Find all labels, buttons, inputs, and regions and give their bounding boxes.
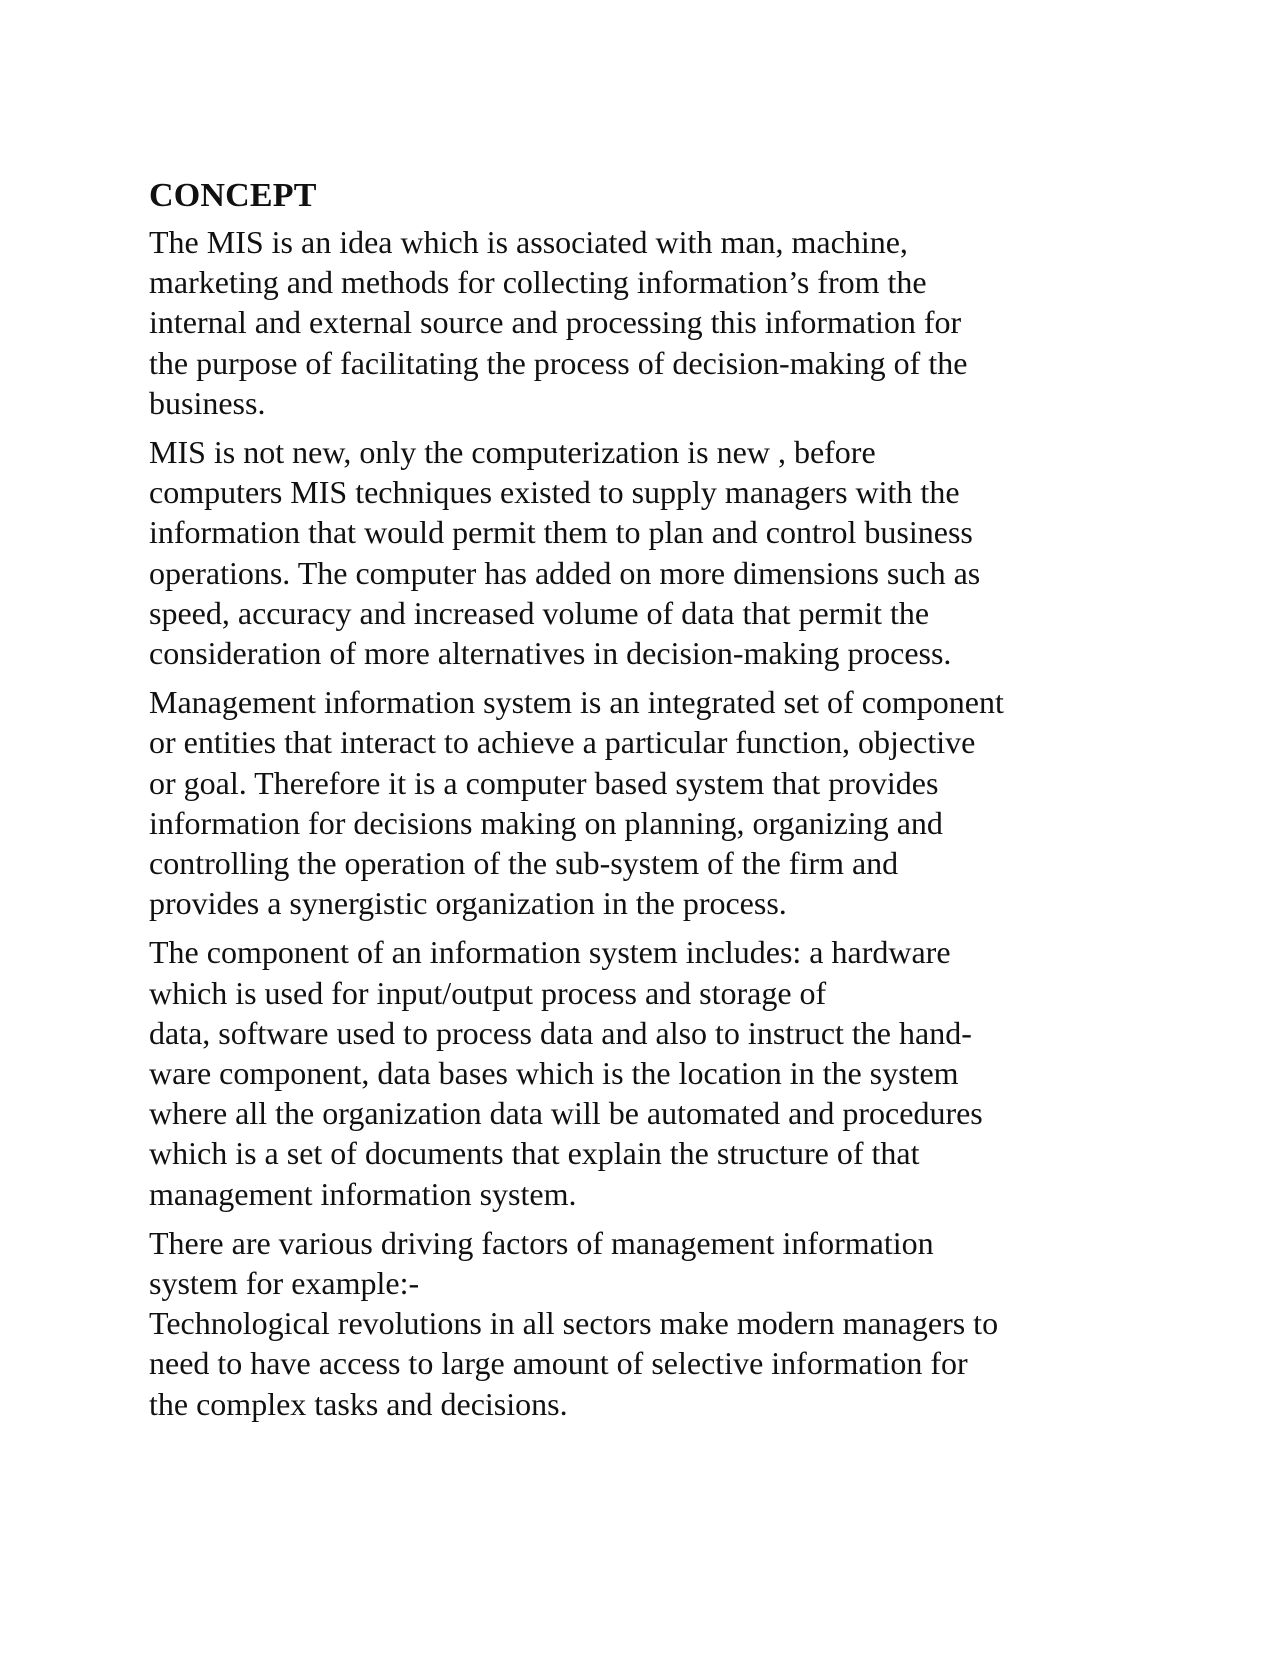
paragraph-line: or goal. Therefore it is a computer based system that provides (149, 764, 939, 801)
paragraph-line: information for decisions making on planning, organizing and (149, 804, 943, 841)
paragraph-3 (149, 682, 1139, 923)
paragraph-line: speed, accuracy and increased volume of data that permit the (149, 594, 930, 631)
paragraph-line: consideration of more alternatives in decision-making process. (149, 635, 952, 672)
paragraph-line: data, software used to process data and also to instruct the hand- (149, 1014, 972, 1051)
paragraph-line: operations. The computer has added on more dimensions such as (149, 554, 981, 591)
paragraph-5 (149, 1223, 1139, 1303)
paragraph-line: which is used for input/output process and storage of (149, 974, 827, 1011)
paragraph-line: or entities that interact to achieve a particular function, objective (149, 724, 976, 761)
paragraph-line: internal and external source and processing this information for (149, 304, 962, 341)
paragraph-line: The component of an information system includes: a hardware (149, 934, 951, 971)
paragraph-line: marketing and methods for collecting information’s from the (149, 264, 927, 301)
paragraph-line: controlling the operation of the sub-system of the firm and (149, 845, 899, 882)
section-heading: CONCEPT (149, 177, 317, 214)
paragraph-line: The MIS is an idea which is associated with man, machine, (149, 224, 908, 260)
paragraph-line: Technological revolutions in all sectors make modern managers to (149, 1305, 999, 1342)
paragraph-line: Management information system is an integrated set of component (149, 684, 1004, 721)
paragraph-line: information that would permit them to plan and control business (149, 514, 973, 551)
paragraph-line: need to have access to large amount of selective information for (149, 1345, 968, 1382)
paragraph-line: the complex tasks and decisions. (149, 1385, 568, 1422)
paragraph-line: the purpose of facilitating the process of decision-making of the (149, 344, 968, 381)
document-page (149, 176, 1139, 1433)
paragraph-line: business. (149, 384, 266, 421)
paragraph-6 (149, 1303, 1139, 1424)
paragraph-line: where all the organization data will be automated and procedures (149, 1095, 983, 1132)
paragraph-2 (149, 432, 1139, 673)
paragraph-line: system for example:- (149, 1265, 420, 1302)
paragraph-line: computers MIS techniques existed to supply managers with the (149, 474, 960, 511)
paragraph-line: which is a set of documents that explain the structure of that (149, 1135, 920, 1172)
paragraph-line: MIS is not new, only the computerization is new , before (149, 434, 876, 471)
paragraph-line: provides a synergistic organization in the process. (149, 885, 787, 922)
paragraph-line: ware component, data bases which is the location in the system (149, 1055, 959, 1092)
paragraph-4 (149, 932, 1139, 1213)
paragraph-1 (149, 222, 1139, 423)
paragraph-line: management information system. (149, 1175, 577, 1212)
paragraph-line: There are various driving factors of management information (149, 1224, 934, 1261)
